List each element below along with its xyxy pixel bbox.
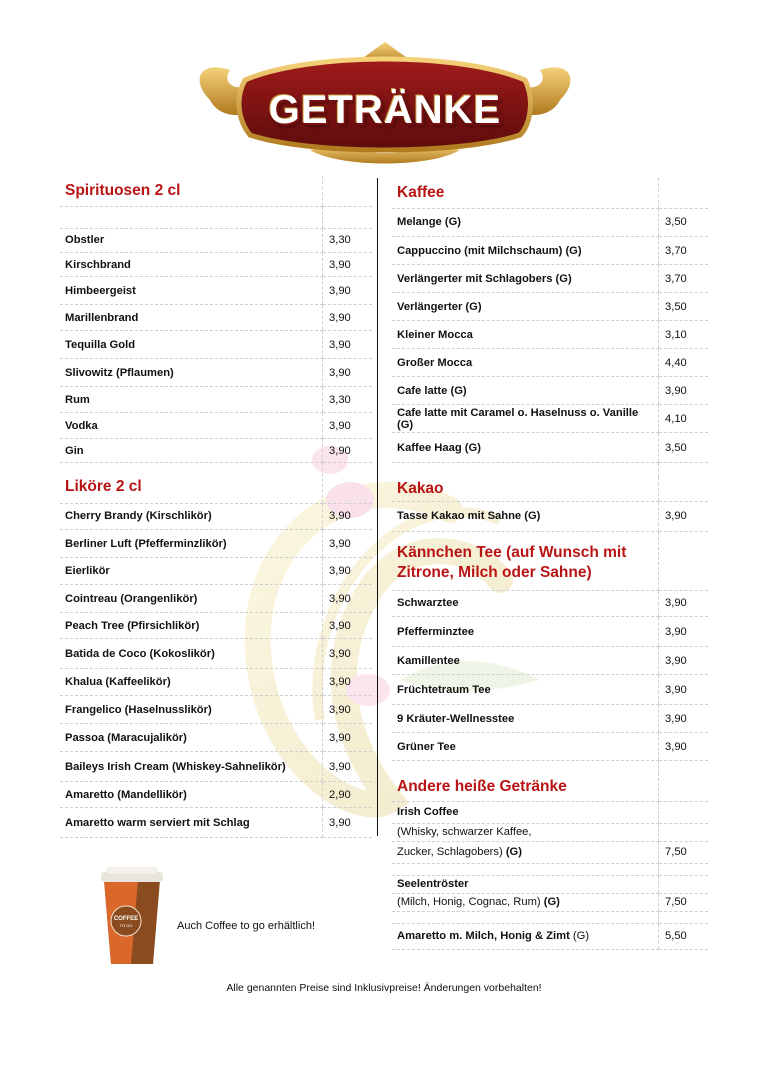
kaffee-item-price: 3,70	[659, 265, 709, 293]
spirituosen-item-price: 3,90	[323, 305, 373, 331]
kaffee-item-price: 3,50	[659, 209, 709, 237]
likoere-item-row	[60, 752, 372, 782]
kakao-list	[392, 502, 708, 533]
spirituosen-item-row	[60, 305, 372, 331]
kakao-item-price: 3,90	[659, 502, 709, 532]
likoere-item-row	[60, 558, 372, 585]
tee-item-price: 3,90	[659, 591, 709, 617]
tee-item-row	[392, 647, 708, 675]
likoere-item-row	[60, 585, 372, 613]
likoere-item-price: 3,90	[323, 504, 373, 530]
likoere-item-price: 3,90	[323, 639, 373, 669]
coffee-to-go-note: Auch Coffee to go erhältlich!	[177, 920, 315, 932]
amaretto-milch-text: Amaretto m. Milch, Honig & Zimt	[397, 930, 573, 942]
kaffee-item-name: Cafe latte mit Caramel o. Haselnuss o. Vanille (G)	[392, 405, 659, 433]
kaffee-item-row	[392, 433, 708, 463]
spirituosen-table	[60, 176, 372, 229]
spirituosen-item-name: Slivowitz (Pflaumen)	[60, 359, 323, 387]
kaffee-item-price: 4,40	[659, 349, 709, 377]
likoere-item-row	[60, 639, 372, 669]
likoere-item-price: 3,90	[323, 530, 373, 558]
kakao-item-row	[392, 502, 708, 532]
spirituosen-item-name: Kirschbrand	[60, 253, 323, 277]
tee-item-name: Grüner Tee	[392, 733, 659, 761]
spirituosen-item-name: Vodka	[60, 413, 323, 439]
right-column	[392, 178, 708, 950]
page-title: GETRÄNKE	[268, 88, 502, 132]
kaffee-item-name: Cafe latte (G)	[392, 377, 659, 405]
likoere-item-row	[60, 696, 372, 724]
likoere-item-price: 3,90	[323, 669, 373, 696]
andere-table	[392, 761, 708, 950]
tee-item-price: 3,90	[659, 617, 709, 647]
tee-item-price: 3,90	[659, 647, 709, 675]
kaffee-item-price: 3,90	[659, 377, 709, 405]
kaffee-item-name: Cappuccino (mit Milchschaum) (G)	[392, 237, 659, 265]
tee-title-line2: Zitrone, Milch oder Sahne)	[397, 563, 592, 581]
kaffee-item-name: Verlängerter mit Schlagobers (G)	[392, 265, 659, 293]
tee-item-name: Schwarztee	[392, 591, 659, 617]
likoere-item-name: Baileys Irish Cream (Whiskey-Sahnelikör)	[60, 752, 323, 782]
seelentroester-price: 7,50	[659, 893, 709, 911]
irish-coffee-desc1: (Whisky, schwarzer Kaffee,	[392, 823, 659, 841]
likoere-item-price: 3,90	[323, 808, 373, 838]
spirituosen-item-price: 3,90	[323, 413, 373, 439]
likoere-table	[60, 463, 372, 504]
kaffee-item-name: Kleiner Mocca	[392, 321, 659, 349]
likoere-item-name: Frangelico (Haselnusslikör)	[60, 696, 323, 724]
kaffee-item-price: 3,50	[659, 433, 709, 463]
irish-coffee-price: 7,50	[659, 841, 709, 863]
kaffee-item-price: 3,70	[659, 237, 709, 265]
cup-label-togo: TO GO	[119, 923, 133, 928]
spirituosen-item-price: 3,90	[323, 359, 373, 387]
tee-item-price: 3,90	[659, 705, 709, 733]
kaffee-item-row	[392, 405, 708, 433]
seelen-g-marker: (G)	[543, 896, 560, 908]
column-divider	[377, 178, 378, 836]
tee-item-row	[392, 705, 708, 733]
seelentroester-name: Seelentröster	[392, 875, 659, 893]
likoere-item-row	[60, 808, 372, 838]
spirituosen-item-name: Rum	[60, 387, 323, 413]
left-column	[60, 176, 372, 838]
spirituosen-item-row	[60, 331, 372, 359]
tee-item-row	[392, 733, 708, 761]
spirituosen-item-name: Gin	[60, 439, 323, 463]
likoere-item-price: 3,90	[323, 613, 373, 639]
kaffee-item-row	[392, 209, 708, 237]
spirituosen-item-row	[60, 439, 372, 463]
likoere-item-name: Amaretto (Mandellikör)	[60, 782, 323, 808]
kaffee-item-price: 4,10	[659, 405, 709, 433]
spirituosen-item-price: 3,90	[323, 277, 373, 305]
amaretto-g-marker: (G)	[572, 930, 590, 942]
tee-item-name: 9 Kräuter-Wellnesstee	[392, 705, 659, 733]
spirituosen-item-name: Marillenbrand	[60, 305, 323, 331]
tee-item-row	[392, 617, 708, 647]
likoere-item-price: 3,90	[323, 585, 373, 613]
spirituosen-list	[60, 229, 372, 464]
seelentroester-desc	[392, 893, 659, 911]
spirituosen-item-row	[60, 253, 372, 277]
kaffee-item-row	[392, 321, 708, 349]
irish-coffee-desc2	[392, 841, 659, 863]
tee-table	[392, 532, 708, 591]
kaffee-item-name: Kaffee Haag (G)	[392, 433, 659, 463]
irish-coffee-name: Irish Coffee	[392, 801, 659, 823]
likoere-item-name: Khalua (Kaffeelikör)	[60, 669, 323, 696]
section-title-andere: Andere heiße Getränke	[392, 773, 659, 801]
section-title-kakao: Kakao	[392, 477, 659, 501]
spirituosen-item-price: 3,30	[323, 387, 373, 413]
spirituosen-item-row	[60, 277, 372, 305]
kaffee-item-row	[392, 349, 708, 377]
section-title-likoere: Liköre 2 cl	[60, 463, 323, 503]
likoere-item-row	[60, 530, 372, 558]
likoere-item-price: 2,90	[323, 782, 373, 808]
section-title-tee	[392, 532, 659, 590]
tee-item-row	[392, 675, 708, 705]
tee-item-name: Kamillentee	[392, 647, 659, 675]
kaffee-item-price: 3,50	[659, 293, 709, 321]
irish-desc2-text: Zucker, Schlagobers)	[397, 846, 506, 858]
footer-note: Alle genannten Preise sind Inklusivpreise! Änderungen vorbehalten!	[226, 982, 542, 994]
coffee-to-go-cup-icon	[98, 866, 166, 966]
spirituosen-item-row	[60, 359, 372, 387]
section-title-kaffee: Kaffee	[392, 178, 659, 208]
seelen-desc-text: (Milch, Honig, Cognac, Rum)	[397, 896, 544, 908]
kaffee-item-row	[392, 293, 708, 321]
kaffee-item-row	[392, 265, 708, 293]
likoere-item-row	[60, 613, 372, 639]
cup-label-coffee: COFFEE	[113, 916, 139, 922]
likoere-item-name: Cointreau (Orangenlikör)	[60, 585, 323, 613]
kaffee-table	[392, 178, 708, 209]
spirituosen-item-price: 3,90	[323, 439, 373, 463]
spirituosen-item-name: Himbeergeist	[60, 277, 323, 305]
kaffee-item-row	[392, 377, 708, 405]
likoere-item-name: Cherry Brandy (Kirschlikör)	[60, 504, 323, 530]
likoere-item-row	[60, 724, 372, 752]
kaffee-item-price: 3,10	[659, 321, 709, 349]
kakao-table	[392, 463, 708, 502]
likoere-item-name: Peach Tree (Pfirsichlikör)	[60, 613, 323, 639]
likoere-item-name: Amaretto warm serviert mit Schlag	[60, 808, 323, 838]
kaffee-item-row	[392, 237, 708, 265]
irish-g-marker: (G)	[505, 846, 522, 858]
likoere-item-price: 3,90	[323, 724, 373, 752]
amaretto-milch-name	[392, 923, 659, 949]
likoere-item-row	[60, 782, 372, 808]
spirituosen-item-price: 3,30	[323, 229, 373, 253]
tee-list	[392, 591, 708, 762]
kaffee-item-name: Verlängerter (G)	[392, 293, 659, 321]
tee-item-name: Früchtetraum Tee	[392, 675, 659, 705]
likoere-list	[60, 504, 372, 839]
likoere-item-price: 3,90	[323, 696, 373, 724]
likoere-item-name: Eierlikör	[60, 558, 323, 585]
likoere-item-name: Berliner Luft (Pfefferminzlikör)	[60, 530, 323, 558]
amaretto-milch-price: 5,50	[659, 923, 709, 949]
kakao-item-name: Tasse Kakao mit Sahne (G)	[392, 502, 659, 532]
tee-item-row	[392, 591, 708, 617]
likoere-item-price: 3,90	[323, 752, 373, 782]
spirituosen-item-row	[60, 387, 372, 413]
kaffee-list	[392, 209, 708, 464]
likoere-item-price: 3,90	[323, 558, 373, 585]
kaffee-item-name: Großer Mocca	[392, 349, 659, 377]
tee-item-name: Pfefferminztee	[392, 617, 659, 647]
section-title-spirituosen: Spirituosen 2 cl	[60, 176, 323, 206]
likoere-item-name: Passoa (Maracujalikör)	[60, 724, 323, 752]
spirituosen-item-name: Tequilla Gold	[60, 331, 323, 359]
spirituosen-item-price: 3,90	[323, 331, 373, 359]
tee-item-price: 3,90	[659, 675, 709, 705]
likoere-item-row	[60, 504, 372, 530]
tee-item-price: 3,90	[659, 733, 709, 761]
spirituosen-item-row	[60, 229, 372, 253]
spirituosen-item-price: 3,90	[323, 253, 373, 277]
spirituosen-item-row	[60, 413, 372, 439]
kaffee-item-name: Melange (G)	[392, 209, 659, 237]
spirituosen-item-name: Obstler	[60, 229, 323, 253]
likoere-item-name: Batida de Coco (Kokoslikör)	[60, 639, 323, 669]
likoere-item-row	[60, 669, 372, 696]
tee-title-line1: Kännchen Tee (auf Wunsch mit	[397, 543, 627, 561]
